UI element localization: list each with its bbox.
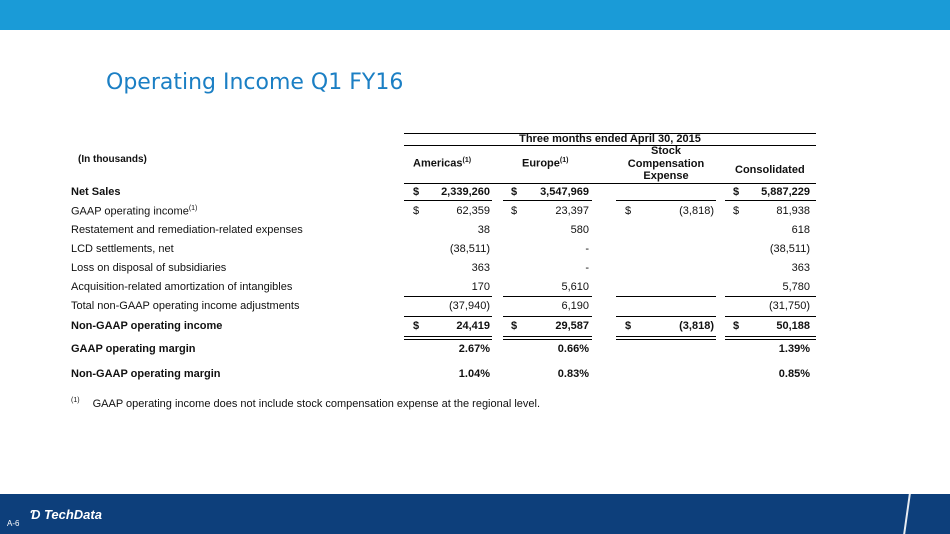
col-header-americas-note: (1): [462, 157, 472, 164]
col-header-europe-label: Europe: [522, 157, 560, 170]
cell-currency-symbol: $: [733, 320, 740, 332]
cell-value: 2.67%: [458, 343, 490, 355]
row-label-text: LCD settlements, net: [71, 243, 174, 255]
row-label: [71, 300, 299, 312]
cell-value: (3,818): [679, 320, 714, 332]
row-label-note: (1): [188, 205, 198, 212]
cell-value: 363: [471, 262, 490, 274]
row-label-text: Non-GAAP operating income: [71, 320, 223, 332]
footnote-text: GAAP operating income does not include stock compensation expense at the regional level.: [92, 397, 541, 410]
techdata-logo: [30, 507, 102, 522]
row-label: [71, 368, 221, 380]
row-label-text: Non-GAAP operating margin: [71, 368, 221, 380]
subtotal-rule: [616, 296, 716, 297]
subtotal-rule: [404, 296, 492, 297]
cell-value: 2,339,260: [441, 186, 490, 198]
footnote-marker: (1): [71, 397, 80, 404]
total-top-rule: [503, 316, 592, 317]
cell-value: 0.85%: [778, 368, 810, 380]
cell-value: 170: [471, 281, 490, 293]
techdata-logo-icon: Ɗ: [30, 507, 41, 522]
cell-value: 5,887,229: [761, 186, 810, 198]
col-header-stock-comp-line2: Compensation: [627, 157, 705, 170]
row-label: [71, 320, 222, 332]
total-top-rule: [404, 316, 492, 317]
cell-value: (38,511): [449, 243, 490, 255]
cell-currency-symbol: $: [413, 320, 420, 332]
col-header-stock-comp-line3: Expense: [643, 170, 689, 182]
row-label-text: Loss on disposal of subsidiaries: [71, 262, 227, 274]
col-header-americas: [413, 157, 471, 170]
cell-value: 1.39%: [778, 343, 810, 355]
row-label-text: GAAP operating margin: [71, 343, 196, 355]
row-label-text: Net Sales: [71, 186, 121, 198]
cell-value: 50,188: [776, 320, 810, 332]
row-label-text: Restatement and remediation-related expenses: [71, 224, 303, 236]
column-header-rule: [404, 183, 816, 184]
period-header: Three months ended April 30, 2015: [519, 133, 701, 145]
row-label-text: Total non-GAAP operating income adjustments: [71, 300, 300, 312]
cell-value: 580: [570, 224, 589, 236]
cell-value: 3,547,969: [540, 186, 589, 198]
cell-value: -: [585, 262, 589, 274]
row-label: [71, 343, 195, 355]
page-number: A-6: [7, 519, 20, 528]
total-double-rule: [404, 336, 492, 340]
row-label: [71, 186, 121, 198]
cell-currency-symbol: $: [511, 186, 518, 198]
cell-value: (31,750): [769, 300, 810, 312]
cell-value: 24,419: [456, 320, 490, 332]
total-double-rule: [725, 336, 816, 340]
subtotal-rule: [503, 296, 592, 297]
footnote: [71, 397, 540, 410]
col-header-europe: [522, 157, 568, 170]
row-label: [71, 262, 226, 274]
cell-currency-symbol: $: [625, 320, 632, 332]
cell-value: 0.66%: [557, 343, 589, 355]
net-sales-rule: [725, 200, 816, 201]
cell-currency-symbol: $: [413, 205, 420, 217]
subtotal-rule: [725, 296, 816, 297]
cell-value: 62,359: [456, 205, 490, 217]
cell-currency-symbol: $: [413, 186, 420, 198]
net-sales-rule: [616, 200, 716, 201]
cell-value: 29,587: [555, 320, 589, 332]
cell-value: 23,397: [555, 205, 589, 217]
cell-value: 0.83%: [557, 368, 589, 380]
row-label-text: Acquisition-related amortization of intangibles: [71, 281, 293, 293]
cell-value: 5,610: [561, 281, 589, 293]
cell-value: 6,190: [561, 300, 589, 312]
cell-value: 363: [791, 262, 810, 274]
cell-value: 5,780: [782, 281, 810, 293]
row-label: [71, 281, 292, 293]
cell-value: (37,940): [449, 300, 490, 312]
row-label: [71, 224, 303, 236]
col-header-americas-label: Americas: [413, 157, 463, 170]
row-label: [71, 243, 174, 255]
cell-value: 1.04%: [458, 368, 490, 380]
cell-currency-symbol: $: [733, 186, 740, 198]
cell-value: 618: [791, 224, 810, 236]
net-sales-rule: [404, 200, 492, 201]
cell-currency-symbol: $: [511, 320, 518, 332]
cell-value: 38: [477, 224, 490, 236]
footer-bar: [0, 494, 950, 534]
col-header-stock-comp: [616, 145, 716, 183]
row-label-text: GAAP operating income: [71, 205, 189, 218]
cell-currency-symbol: $: [733, 205, 740, 217]
total-double-rule: [616, 336, 716, 340]
techdata-logo-text: TechData: [43, 507, 102, 522]
col-header-consolidated: Consolidated: [735, 164, 805, 176]
total-top-rule: [725, 316, 816, 317]
col-header-stock-comp-line1: Stock: [651, 145, 681, 157]
units-note: (In thousands): [78, 154, 147, 165]
col-header-europe-note: (1): [559, 157, 569, 164]
cell-value: (3,818): [679, 205, 714, 217]
slide-title: Operating Income Q1 FY16: [106, 70, 404, 95]
cell-value: (38,511): [769, 243, 810, 255]
total-top-rule: [616, 316, 716, 317]
period-header-rule: [404, 145, 816, 146]
cell-currency-symbol: $: [511, 205, 518, 217]
cell-value: 81,938: [776, 205, 810, 217]
cell-currency-symbol: $: [625, 205, 632, 217]
total-double-rule: [503, 336, 592, 340]
row-label: [71, 205, 197, 218]
cell-value: -: [585, 243, 589, 255]
net-sales-rule: [503, 200, 592, 201]
